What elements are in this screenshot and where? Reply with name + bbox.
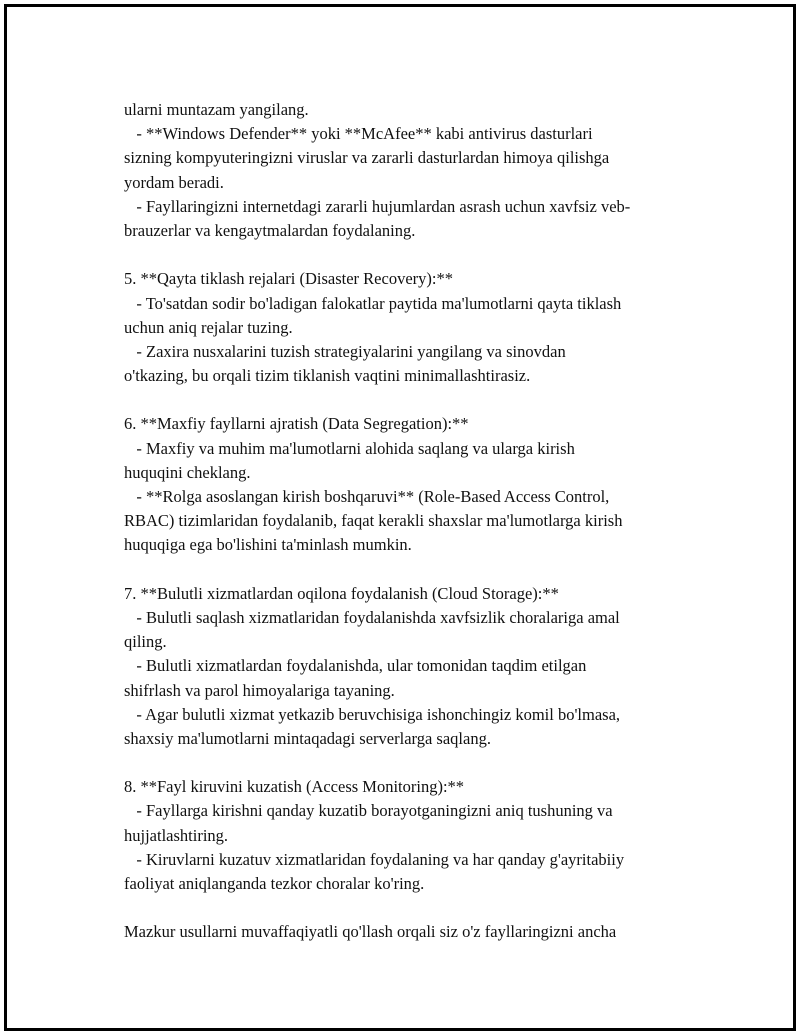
text-line: - To'satdan sodir bo'ladigan falokatlar paytida ma'lumotlarni qayta tiklash <box>124 293 622 313</box>
text-line: - Kiruvlarni kuzatuv xizmatlaridan foydalaning va har qanday g'ayritabiiy <box>124 849 625 869</box>
text-line: - **Rolga asoslangan kirish boshqaruvi** (Role-Based Access Control, <box>124 487 610 506</box>
text-line: yordam beradi. <box>124 172 224 192</box>
text-line: ularni muntazam yangilang. <box>124 100 309 119</box>
text-line: - **Windows Defender** yoki **McAfee** kabi antivirus dasturlari <box>124 124 593 144</box>
text-line: - Agar bulutli xizmat yetkazib beruvchisiga ishonchingiz komil bo'lmasa, <box>124 704 621 724</box>
page-frame <box>4 4 796 1031</box>
text-line: faoliyat aniqlanganda tezkor choralar ko'ring. <box>124 874 425 893</box>
text-line: o'tkazing, bu orqali tizim tiklanish vaqtini minimallashtirasiz. <box>124 366 531 386</box>
text-line: - Maxfiy va muhim ma'lumotlarni alohida saqlang va ularga kirish <box>124 438 575 458</box>
text-line: - Fayllarga kirishni qanday kuzatib borayotganingizni aniq tushuning va <box>124 801 613 821</box>
text-line: - Zaxira nusxalarini tuzish strategiyalarini yangilang va sinovdan <box>124 341 566 361</box>
text-line: - Fayllaringizni internetdagi zararli hujumlardan asrash uchun xavfsiz veb- <box>124 196 631 216</box>
blank-line <box>124 751 694 775</box>
text-line: RBAC) tizimlaridan foydalanib, faqat kerakli shaxslar ma'lumotlarga kirish <box>124 511 623 531</box>
blank-line <box>124 558 694 582</box>
text-line: uchun aniq rejalar tuzing. <box>124 317 293 337</box>
blank-line <box>124 388 694 412</box>
section-heading: 7. **Bulutli xizmatlardan oqilona foydalanish (Cloud Storage):** <box>124 583 559 603</box>
text-line: sizning kompyuteringizni viruslar va zararli dasturlardan himoya qilishga <box>124 148 610 168</box>
text-line: shaxsiy ma'lumotlarni mintaqadagi serverlarga saqlang. <box>124 728 491 748</box>
text-line: qiling. <box>124 632 167 652</box>
blank-line <box>124 896 694 920</box>
section-heading: 8. **Fayl kiruvini kuzatish (Access Monitoring):** <box>124 777 465 797</box>
section-heading: 6. **Maxfiy fayllarni ajratish (Data Segregation):** <box>124 414 469 434</box>
text-line: - Bulutli xizmatlardan foydalanishda, ular tomonidan taqdim etilgan <box>124 656 587 676</box>
text-line: hujjatlashtiring. <box>124 825 229 845</box>
text-line: huquqiga ega bo'lishini ta'minlash mumkin. <box>124 535 412 555</box>
text-line: brauzerlar va kengaytmalardan foydalaning. <box>124 220 416 240</box>
text-line: Mazkur usullarni muvaffaqiyatli qo'llash orqali siz o'z fayllaringizni ancha <box>124 922 617 942</box>
blank-line <box>124 243 694 267</box>
text-line: - Bulutli saqlash xizmatlaridan foydalanishda xavfsizlik choralariga amal <box>124 607 620 627</box>
section-heading: 5. **Qayta tiklash rejalari (Disaster Recovery):** <box>124 269 453 289</box>
document-body <box>124 98 694 945</box>
text-line: huquqini cheklang. <box>124 462 251 482</box>
text-line: shifrlash va parol himoyalariga tayaning. <box>124 680 395 700</box>
